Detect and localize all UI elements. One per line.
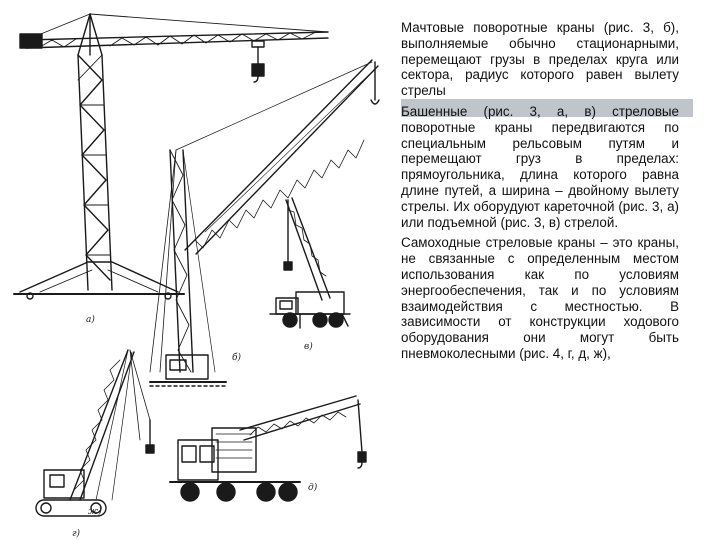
paragraph-mobile-cranes — [401, 235, 679, 361]
figure-label-f: ж) — [88, 507, 102, 517]
paragraph-text: – это краны, не связанные с определенным местом использования как по условиям энергообеспечения, так и по условиям взаимодействия с местностью. В зависимости от конструкции ходового оборудования они могут быть пневмоколесными (рис. 4, г, д, ж), — [401, 235, 679, 361]
figure-label-b: б) — [232, 353, 242, 363]
truck-crane — [270, 198, 350, 328]
figure-label-d: г) — [72, 529, 81, 539]
mast-crane — [150, 60, 379, 386]
paragraph-tower-cranes — [401, 104, 679, 230]
crawler-crane — [36, 350, 154, 516]
figure-label-e: д) — [308, 483, 318, 493]
tower-crane-trolley — [14, 14, 328, 299]
figure-label-c: в) — [304, 342, 313, 352]
text-column — [401, 20, 679, 367]
term-tower-cranes: Башенные — [401, 103, 468, 119]
paragraph-mast-cranes — [401, 20, 679, 99]
term-mobile-cranes: Самоходные стреловые краны — [401, 235, 596, 251]
term-mast-cranes: Мачтовые поворотные краны — [401, 20, 595, 35]
paragraph-text: (рис. 3, б), выполняемые обычно стационарными, перемещают грузы в пределах круга или сектора, радиус которого равен вылету стрелы — [401, 20, 679, 99]
paragraph-text: (рис. 3, а, в) стреловые поворотные краны передвигаются по специальным рельсовым путям и перемещают груз в пределах: прямоугольника, длина которого равна длине путей, а ширина – двойному вылету стрелы. Их оборудуют кареточной (рис. 3, а) или подъемной (рис. 3, в) стрелой. — [401, 103, 679, 230]
figure-label-a: а) — [86, 315, 95, 325]
wheeled-crane — [170, 396, 366, 501]
